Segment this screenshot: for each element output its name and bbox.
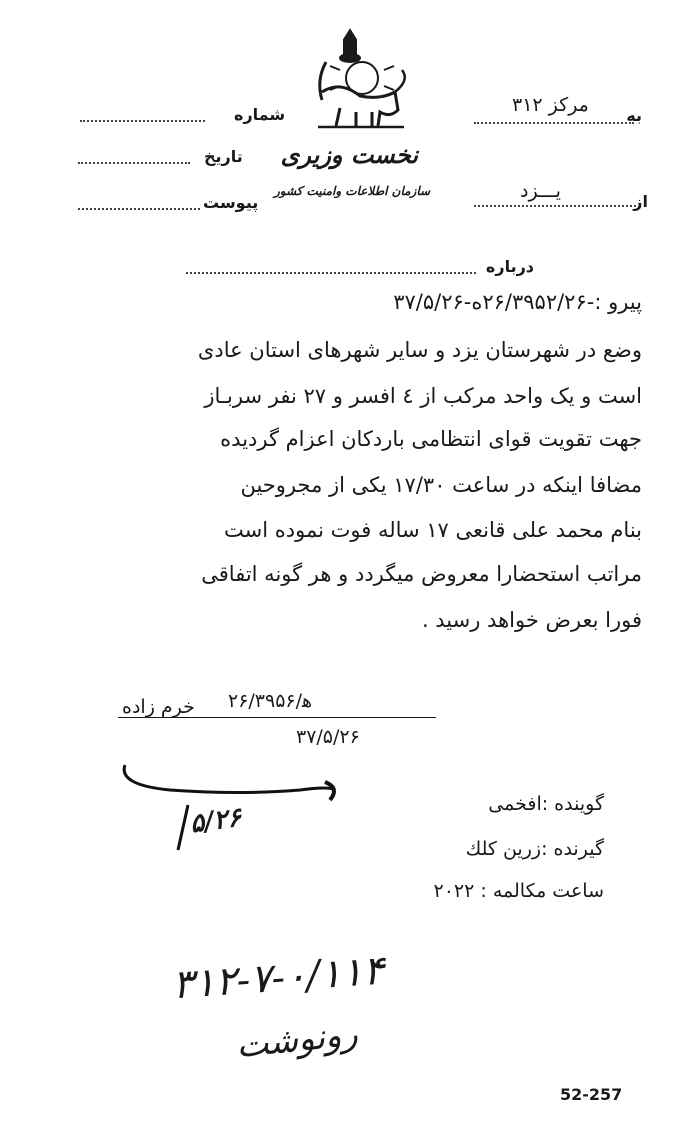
- number-label: شماره: [234, 105, 286, 124]
- signature-date: ۳۷/۵/۲۶: [296, 726, 360, 748]
- attachment-label: پیوست: [203, 193, 259, 212]
- speaker-line: گوینده :افخمی: [488, 793, 604, 815]
- handwritten-note: رونوشت: [234, 1013, 360, 1067]
- to-label: به: [626, 106, 642, 125]
- date-label: تاریخ: [204, 147, 243, 166]
- organization-subtitle: سازمان اطلاعات وامنیت کشور: [273, 184, 431, 198]
- body-line-4: مضافا اینکه در ساعت ۱۷/۳۰ یکی از مجروحین: [240, 473, 642, 497]
- body-line-7: فورا بعرض خواهد رسید .: [421, 608, 642, 632]
- from-value: یـــزد: [520, 180, 561, 202]
- document-number: 52-257: [560, 1085, 623, 1104]
- body-line-1: وضع در شهرستان یزد و سایر شهرهای استان عادی: [197, 338, 642, 362]
- receiver-line: گیرنده :زرین کلك: [465, 838, 604, 860]
- organization-title: نخست وزیری: [280, 140, 418, 169]
- signatory-name: خرم زاده: [122, 696, 195, 718]
- body-line-5: بنام محمد علی قانعی ۱۷ ساله فوت نموده است: [224, 518, 642, 542]
- body-line-2: است و یک واحد مرکب از ٤ افسر و ۲۷ نفر سربـاز: [204, 384, 642, 408]
- body-line-3: جهت تقویت قوای انتظامی باردکان اعزام گردیده: [220, 427, 642, 451]
- handwritten-date-note: ۵/۲۶: [188, 802, 244, 840]
- from-label: از: [633, 192, 648, 211]
- reference-line: پیرو :‎۲‎۶‎/۳۹۵۲/۲۶‎-‎ه-۳۷/۵/۲۶: [393, 290, 642, 314]
- to-value: مرکز ۳۱۲: [512, 94, 589, 116]
- subject-label: درباره: [485, 257, 534, 276]
- signature-ref-number: ه‍/۲۶/۳۹۵۶: [228, 690, 313, 712]
- call-time-line: ساعت مکالمه : ۲۰۲۲: [433, 880, 604, 902]
- handwritten-code: ۳۱۲-۷-۰/۱۱۴: [170, 947, 386, 1009]
- body-line-6: مراتب استحضارا معروض میگردد و هر گونه اتفاقی: [201, 562, 642, 586]
